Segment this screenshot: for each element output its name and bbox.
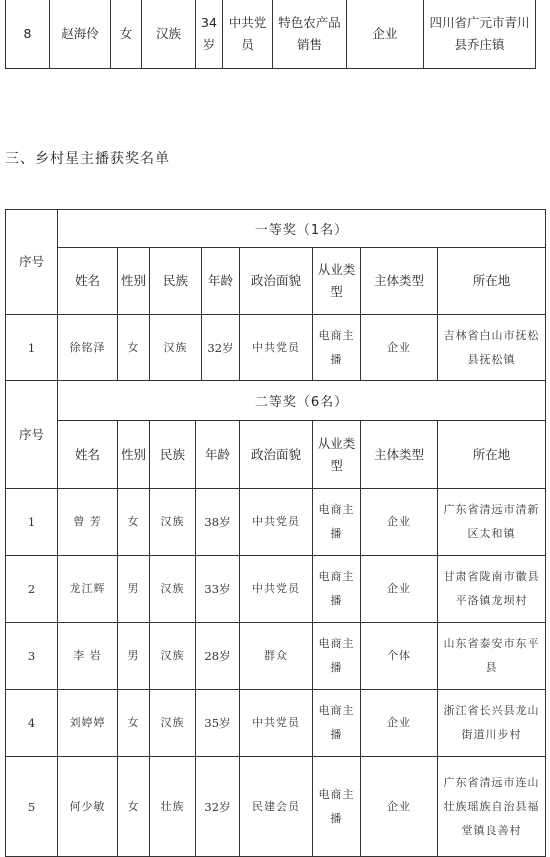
cell-seq: 4 <box>6 690 58 757</box>
cell-ethnicity: 壮族 <box>150 757 196 857</box>
cell-name: 刘婷婷 <box>58 690 118 757</box>
cell-location: 吉林省白山市抚松县抚松镇 <box>438 315 546 381</box>
header-gender: 性别 <box>118 421 150 489</box>
cell-politics: 中共党员 <box>240 556 313 623</box>
cell-age: 34岁 <box>196 0 223 68</box>
header-type: 从业类型 <box>313 248 361 315</box>
table-row <box>6 623 546 690</box>
header-row <box>6 248 546 315</box>
cell-type: 特色农产品销售 <box>273 0 347 68</box>
cell-location: 甘肃省陇南市徽县平洛镇龙坝村 <box>438 556 546 623</box>
cell-seq: 5 <box>6 757 58 857</box>
award-title-row <box>6 210 546 248</box>
cell-location: 广东省清远市清新区太和镇 <box>438 489 546 556</box>
cell-politics: 中共党员 <box>240 690 313 757</box>
table-row <box>6 315 546 381</box>
first-prize-table <box>5 209 546 381</box>
cell-entity: 企业 <box>361 315 438 381</box>
header-name: 姓名 <box>58 421 118 489</box>
previous-table-tail <box>5 0 536 69</box>
cell-type: 电商主播 <box>313 623 361 690</box>
cell-entity: 企业 <box>347 0 424 68</box>
section-heading: 三、乡村星主播获奖名单 <box>5 151 170 167</box>
cell-age: 32岁 <box>196 757 240 857</box>
cell-age: 33岁 <box>196 556 240 623</box>
cell-age: 35岁 <box>196 690 240 757</box>
header-location: 所在地 <box>438 421 546 489</box>
cell-ethnicity: 汉族 <box>150 690 196 757</box>
cell-name: 何少敏 <box>58 757 118 857</box>
header-ethnicity: 民族 <box>150 248 202 315</box>
cell-location: 广东省清远市连山壮族瑶族自治县福堂镇良善村 <box>438 757 546 857</box>
cell-politics: 中共党员 <box>240 489 313 556</box>
first-prize-title: 一等奖（1名） <box>58 210 546 248</box>
cell-entity: 个体 <box>361 623 438 690</box>
cell-seq: 8 <box>6 0 50 68</box>
cell-ethnicity: 汉族 <box>150 489 196 556</box>
cell-ethnicity: 汉族 <box>150 623 196 690</box>
header-ethnicity: 民族 <box>150 421 196 489</box>
award-title-row <box>6 381 546 421</box>
header-seq: 序号 <box>6 381 58 489</box>
cell-politics: 民建会员 <box>240 757 313 857</box>
header-politics: 政治面貌 <box>240 421 313 489</box>
table-row <box>6 489 546 556</box>
cell-name: 赵海伶 <box>50 0 111 68</box>
cell-seq: 3 <box>6 623 58 690</box>
cell-seq: 1 <box>6 489 58 556</box>
cell-entity: 企业 <box>361 757 438 857</box>
header-entity: 主体类型 <box>361 248 438 315</box>
cell-entity: 企业 <box>361 489 438 556</box>
cell-seq: 1 <box>6 315 58 381</box>
second-prize-table <box>5 380 546 857</box>
cell-politics: 中共党员 <box>240 315 313 381</box>
cell-politics: 群众 <box>240 623 313 690</box>
cell-age: 38岁 <box>196 489 240 556</box>
cell-gender: 男 <box>118 556 150 623</box>
second-prize-title: 二等奖（6名） <box>58 381 546 421</box>
header-type: 从业类型 <box>313 421 361 489</box>
cell-entity: 企业 <box>361 556 438 623</box>
cell-type: 电商主播 <box>313 757 361 857</box>
cell-name: 曾 芳 <box>58 489 118 556</box>
cell-gender: 女 <box>118 315 150 381</box>
header-seq: 序号 <box>6 210 58 315</box>
cell-ethnicity: 汉族 <box>150 556 196 623</box>
cell-gender: 女 <box>111 0 142 68</box>
cell-age: 28岁 <box>196 623 240 690</box>
table-row <box>6 556 546 623</box>
cell-type: 电商主播 <box>313 556 361 623</box>
cell-ethnicity: 汉族 <box>150 315 202 381</box>
cell-gender: 女 <box>118 757 150 857</box>
cell-politics: 中共党员 <box>223 0 273 68</box>
cell-ethnicity: 汉族 <box>142 0 196 68</box>
cell-gender: 男 <box>118 623 150 690</box>
cell-age: 32岁 <box>202 315 240 381</box>
header-age: 年龄 <box>196 421 240 489</box>
cell-gender: 女 <box>118 690 150 757</box>
cell-name: 徐铭泽 <box>58 315 118 381</box>
cell-gender: 女 <box>118 489 150 556</box>
cell-name: 龙江辉 <box>58 556 118 623</box>
cell-location: 浙江省长兴县龙山街道川步村 <box>438 690 546 757</box>
cell-type: 电商主播 <box>313 315 361 381</box>
header-row <box>6 421 546 489</box>
header-age: 年龄 <box>202 248 240 315</box>
cell-location: 山东省泰安市东平县 <box>438 623 546 690</box>
header-name: 姓名 <box>58 248 118 315</box>
cell-type: 电商主播 <box>313 690 361 757</box>
table-row <box>6 0 536 68</box>
cell-name: 李 岩 <box>58 623 118 690</box>
header-location: 所在地 <box>438 248 546 315</box>
header-politics: 政治面貌 <box>240 248 313 315</box>
header-gender: 性别 <box>118 248 150 315</box>
header-entity: 主体类型 <box>361 421 438 489</box>
table-row <box>6 757 546 857</box>
table-row <box>6 690 546 757</box>
cell-seq: 2 <box>6 556 58 623</box>
cell-entity: 企业 <box>361 690 438 757</box>
cell-location: 四川省广元市青川县乔庄镇 <box>424 0 536 68</box>
cell-type: 电商主播 <box>313 489 361 556</box>
